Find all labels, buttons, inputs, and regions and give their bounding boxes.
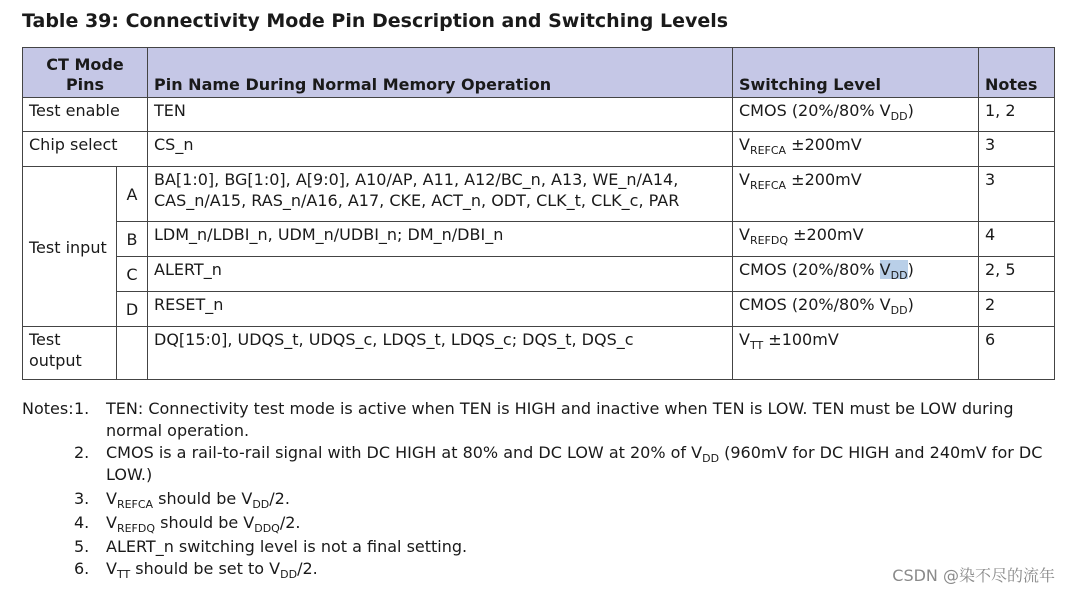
notes-cell: 4 xyxy=(979,222,1055,257)
table-row xyxy=(23,292,1055,327)
text-selection-highlight: $V_{DD}$ xyxy=(879,260,908,282)
notes-cell: 2 xyxy=(979,292,1055,327)
row-letter: C xyxy=(117,257,148,292)
notes-cell: 2, 5 xyxy=(979,257,1055,292)
note-indent xyxy=(22,512,74,534)
header-notes: Notes xyxy=(979,48,1055,98)
pin-name-cell: DQ[15:0], UDQS_t, UDQS_c, LDQS_t, LDQS_c; DQS_t, DQS_c xyxy=(148,327,733,380)
header-pin-name: Pin Name During Normal Memory Operation xyxy=(148,48,733,98)
pin-name-cell: BA[1:0], BG[1:0], A[9:0], A10/AP, A11, A12/BC_n, A13, WE_n/A14, CAS_n/A15, RAS_n/A16, A17, CKE, ACT_n, ODT, CLK_t, CLK_c, PAR xyxy=(148,167,733,222)
switching-level-cell: $V_{REFCA} \pm 200mV$ xyxy=(733,132,979,167)
row-label: Test output xyxy=(23,327,117,380)
note-item xyxy=(22,488,1062,510)
switching-level-cell: $V_{REFCA} \pm 200mV$ xyxy=(733,167,979,222)
note-text: ALERT_n switching level is not a final setting. xyxy=(106,537,468,556)
note-item xyxy=(22,512,1062,534)
header-row xyxy=(23,48,1055,98)
note-text: $V_{REFCA}$ should be $V_{DD}/2$. xyxy=(106,489,290,511)
table-row xyxy=(23,167,1055,222)
note-indent xyxy=(22,536,74,558)
note-number: 4. xyxy=(74,513,90,532)
note-indent xyxy=(22,442,74,486)
note-indent xyxy=(22,488,74,510)
pin-name-cell: RESET_n xyxy=(148,292,733,327)
note-number: 6. xyxy=(74,559,90,578)
table-row xyxy=(23,327,1055,380)
pin-name-cell: LDM_n/LDBI_n, UDM_n/UDBI_n; DM_n/DBI_n xyxy=(148,222,733,257)
table-title: Table 39: Connectivity Mode Pin Description and Switching Levels xyxy=(22,10,729,32)
row-letter: A xyxy=(117,167,148,222)
row-label: Chip select xyxy=(23,132,148,167)
note-item xyxy=(22,536,1062,558)
row-letter: D xyxy=(117,292,148,327)
switching-level-cell: CMOS (20%/80% $V_{DD}$) xyxy=(733,98,979,132)
notes-cell: 3 xyxy=(979,132,1055,167)
header-switching-level: Switching Level xyxy=(733,48,979,98)
note-item xyxy=(22,398,1062,442)
test-input-label: Test input xyxy=(23,167,117,327)
note-text: $V_{REFDQ}$ should be $V_{DDQ}/2$. xyxy=(106,513,301,535)
notes-cell: 3 xyxy=(979,167,1055,222)
table-row xyxy=(23,98,1055,132)
switching-level-cell: $V_{TT} \pm 100mV$ xyxy=(733,327,979,380)
watermark: CSDN @染不尽的流年 xyxy=(892,566,1055,585)
switching-level-cell: $V_{REFDQ} \pm 200mV$ xyxy=(733,222,979,257)
note-indent xyxy=(22,558,74,580)
pin-name-cell: ALERT_n xyxy=(148,257,733,292)
empty-letter-cell xyxy=(117,327,148,380)
header-ct-mode-pins: CT Mode Pins xyxy=(23,48,148,98)
note-text: $V_{TT}$ should be set to $V_{DD}/2$. xyxy=(106,559,318,581)
note-text: TEN: Connectivity test mode is active when TEN is HIGH and inactive when TEN is LOW. TEN must be LOW during normal operation. xyxy=(106,399,1014,440)
table-row xyxy=(23,257,1055,292)
switching-level-cell: CMOS (20%/80% $V_{DD}$) xyxy=(733,292,979,327)
notes-cell: 1, 2 xyxy=(979,98,1055,132)
notes-cell: 6 xyxy=(979,327,1055,380)
pin-name-cell: TEN xyxy=(148,98,733,132)
note-text: CMOS is a rail-to-rail signal with DC HIGH at 80% and DC LOW at 20% of $V_{DD}$ (960mV for DC HIGH and 240mV for DC LOW.) xyxy=(106,443,1043,484)
table-row xyxy=(23,222,1055,257)
note-number: 3. xyxy=(74,489,90,508)
note-number: 1. xyxy=(74,399,90,418)
notes-section xyxy=(22,398,1062,580)
note-item xyxy=(22,442,1062,486)
row-label: Test enable xyxy=(23,98,148,132)
note-number: 5. xyxy=(74,537,90,556)
pin-name-cell: CS_n xyxy=(148,132,733,167)
table-row xyxy=(23,132,1055,167)
row-letter: B xyxy=(117,222,148,257)
connectivity-table xyxy=(22,47,1055,380)
notes-lead: Notes: xyxy=(22,399,74,418)
switching-level-cell: CMOS (20%/80% $V_{DD}$) xyxy=(733,257,979,292)
note-number: 2. xyxy=(74,443,90,462)
